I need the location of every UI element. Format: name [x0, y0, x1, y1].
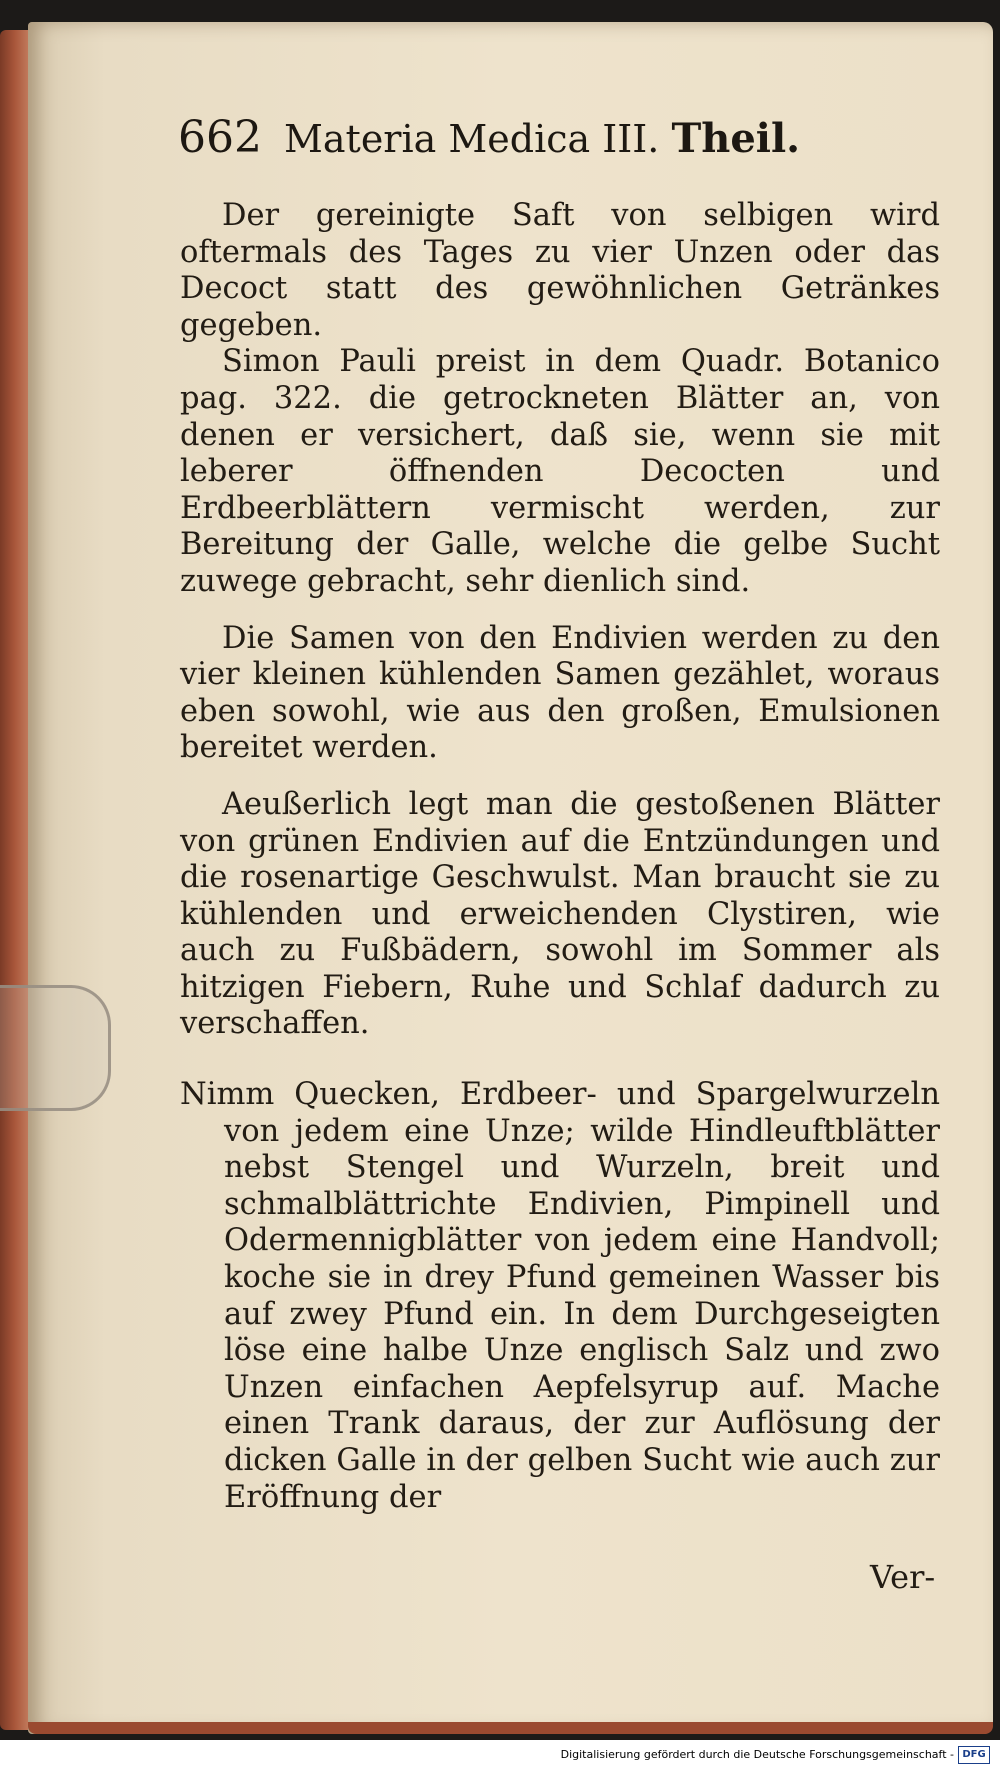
- footer-credit: Digitalisierung gefördert durch die Deutsche Forschungsgemeinschaft -: [560, 1748, 954, 1761]
- dfg-logo: DFG: [958, 1746, 990, 1764]
- paragraph-aeusserlich: Aeußerlich legt man die gestoßenen Blätter von grünen Endivien auf die Entzündungen und die rosenartige Geschwulst. Man braucht sie zu kühlenden und erweichenden Clystiren, wie auch zu Fußbädern, sowohl im Sommer als hitzigen Fiebern, Ruhe und Schlaf dadurch zu verschaffen.: [180, 786, 940, 1042]
- page-clip: [0, 985, 111, 1111]
- body-text: [180, 198, 940, 1516]
- paragraph-simon-pauli: Simon Pauli preist in dem Quadr. Botanico pag. 322. die getrockneten Blätter an, von denen er versichert, daß sie, wenn sie mit leberer öffnenden Decocten und Erdbeerblättern vermischt werden, zur Bereitung der Galle, welche die gelbe Sucht zuwege gebracht, sehr dienlich sind.: [180, 344, 940, 599]
- page-number: 662: [178, 112, 262, 163]
- running-head-title: Materia Medica III.: [283, 117, 660, 161]
- footer: [0, 1746, 1000, 1766]
- recipe-paragraph: Nimm Quecken, Erdbeer- und Spargelwurzeln von jedem eine Unze; wilde Hindleuftblätter nebst Stengel und Wurzeln, breit und schmalblättrichte Endivien, Pimpinell und Odermennigblätter von jedem eine Handvoll; koche sie in drey Pfund gemeinen Wasser bis auf zwey Pfund ein. In dem Durchgeseigten löse eine halbe Unze englisch Salz und zwo Unzen einfachen Aepfelsyrup auf. Mache einen Trank daraus, der zur Auflösung der dicken Galle in der gelben Sucht wie auch zur Eröffnung der: [180, 1077, 940, 1515]
- page-header: [178, 112, 878, 172]
- paragraph-samen: Die Samen von den Endivien werden zu den vier kleinen kühlenden Samen gezählet, woraus eben sowohl, wie aus den großen, Emulsionen bereitet werden.: [180, 620, 940, 766]
- running-head-part: Theil.: [671, 115, 801, 162]
- paragraph-saft: Der gereinigte Saft von selbigen wird oftermals des Tages zu vier Unzen oder das Decoct statt des gewöhnlichen Getränkes gegeben.: [180, 198, 940, 343]
- running-head: [284, 115, 800, 162]
- catchword: Ver-: [870, 1558, 936, 1596]
- page-bottom-edge: [28, 1722, 993, 1734]
